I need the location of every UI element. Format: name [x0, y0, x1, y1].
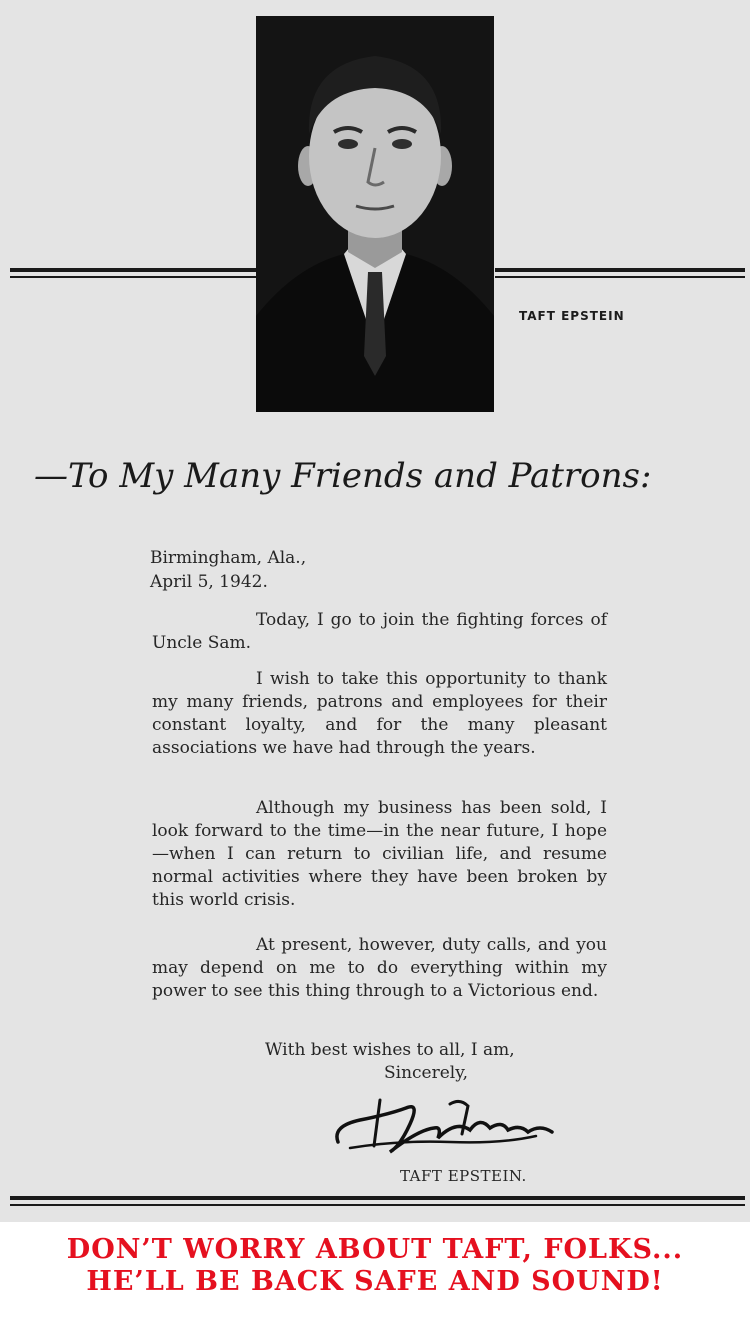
letter-sign-off: Sincerely,	[384, 1063, 468, 1083]
banner-line-1: DON’T WORRY ABOUT TAFT, FOLKS...	[66, 1234, 684, 1265]
letter-closing: With best wishes to all, I am,	[265, 1040, 515, 1060]
letter-headline: —To My Many Friends and Patrons:	[34, 456, 652, 496]
banner-line-2: HE’LL BE BACK SAFE AND SOUND!	[86, 1266, 664, 1297]
letter-date: April 5, 1942.	[150, 572, 268, 592]
double-rule-left	[10, 268, 256, 280]
caption-banner	[0, 1222, 750, 1322]
portrait-photo	[256, 16, 494, 412]
letter-paragraph: Today, I go to join the fighting forces of Uncle Sam.	[152, 610, 607, 653]
double-rule-right	[495, 268, 745, 280]
double-rule-bottom	[10, 1196, 745, 1208]
handwritten-signature	[330, 1090, 570, 1166]
letter-paragraph: Although my business has been sold, I look forward to the time—in the near future, I hope—when I can return to civilian life, and resume normal activities where they have been broken by this world crisis.	[152, 798, 607, 910]
letter-paragraph: At present, however, duty calls, and you may depend on me to do everything within my power to see this thing through to a Victorious end.	[152, 935, 607, 1001]
letter-paragraph: I wish to take this opportunity to thank my many friends, patrons and employees for their constant loyalty, and for the many pleasant associations we have had through the years.	[152, 669, 607, 758]
letter-place: Birmingham, Ala.,	[150, 548, 307, 568]
portrait-caption: TAFT EPSTEIN	[519, 309, 625, 323]
signed-name: TAFT EPSTEIN.	[400, 1167, 527, 1185]
